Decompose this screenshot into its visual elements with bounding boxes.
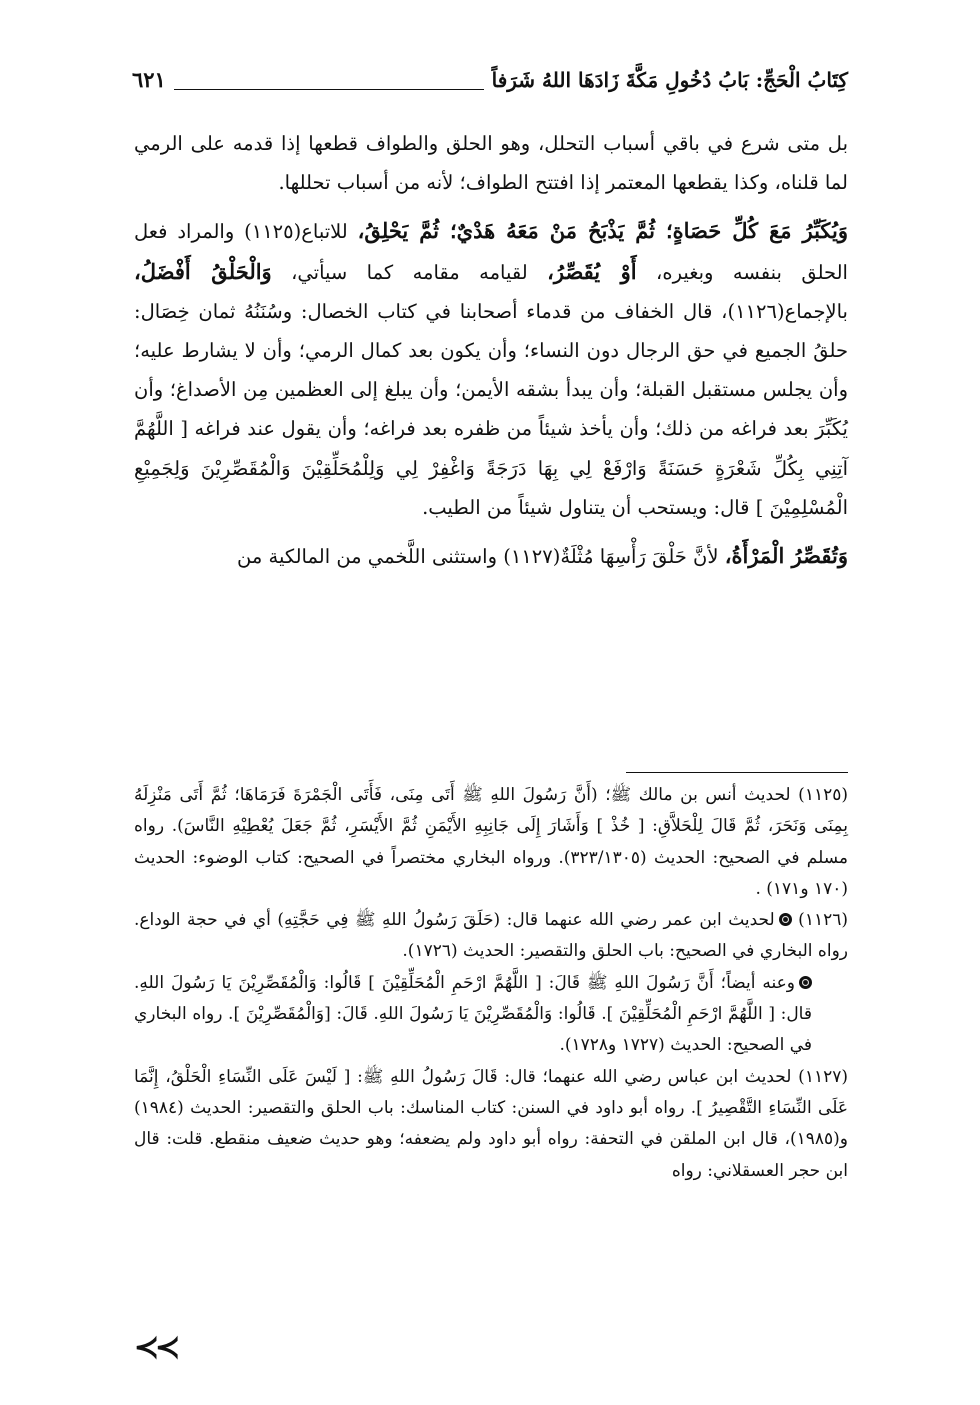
footnote-1126-continued xyxy=(134,968,848,1062)
footnote-separator xyxy=(626,772,848,773)
matn-text: وَالْحَلْقُ أَفْضَلُ، xyxy=(134,258,272,284)
footnote-1126 xyxy=(134,905,848,968)
main-text xyxy=(134,124,848,576)
footnotes xyxy=(134,780,848,1187)
footnote-text: وعنه أيضاً؛ أَنَّ رَسُولَ اللهِ ﷺ قَالَ: [ اللَّهُمَّ ارْحَمِ الْمُحَلِّقِيْنَ ] قَالُوا: وَالْمُقَصِّرِيْنَ يَا رَسُولَ اللهِ. قال: [ اللَّهُمَّ ارْحَمِ الْمُحَلِّقِيْنَ ]. قَالُوا: وَالْمُقَصِّرِيْنَ يَا رَسُولَ اللهِ. قَالَ: [وَالْمُقَصِّرِيْنَ ]. رواه البخاري في الصحيح: الحديث (١٧٢٧ و١٧٢٨). xyxy=(134,972,812,1056)
footnote-number: (١١٢٦) xyxy=(791,910,848,931)
page-number: ٦٢١ xyxy=(132,67,166,92)
matn-text: وَتُقَصِّرُ الْمَرْأَةُ، xyxy=(724,543,848,569)
running-header xyxy=(132,52,848,96)
bullet-icon xyxy=(799,976,812,989)
matn-text: وَيُكَبِّرُ مَعَ كُلِّ حَصَاةٍ؛ ثُمَّ يَذْبَحُ مَنْ مَعَهُ هَدْيٌ؛ ثُمَّ يَحْلِقُ، xyxy=(357,218,848,244)
sharh-text: لقيامه مقامه كما سيأتي، xyxy=(271,260,548,284)
bullet-icon xyxy=(779,913,792,926)
footnote-1125: (١١٢٥) لحديث أنس بن مالك ﷺ؛ (أَنَّ رَسُولَ اللهِ ﷺ أَتَى مِنَى، فَأَتَى الْجَمْرَةَ فَرَمَاهَا؛ ثُمَّ أَتَى مَنْزِلَهُ بِمِنَى وَنَحَرَ، ثُمَّ قَالَ لِلْحَلاَّقِ: [ خُذْ ] وَأَشَارَ إِلَى جَانِبِهِ الأَيْمَنِ ثُمَّ الأَيْسَرِ، ثُمَّ جَعَلَ يُعْطِيْهِ النَّاسَ). رواه مسلم في الصحيح: الحديث (٣٢٣/١٣٠٥). ورواه البخاري مختصراً في الصحيح: كتاب الوضوء: الحديث (١٧٠ و١٧١) . xyxy=(134,785,849,899)
paragraph-2 xyxy=(134,211,848,527)
header-rule xyxy=(174,89,484,90)
sharh-text: للاتباع(١١٢٥) والمراد فعل الحلق بنفسه وبغيره، xyxy=(134,220,848,284)
footnote-text: لحديث ابن عمر رضي الله عنهما قال: (حَلَقَ رَسُولُ اللهِ ﷺ فِي حَجَّتِهِ) أي في حجة الوداع. رواه البخاري في الصحيح: باب الحلق والتقصير: الحديث (١٧٢٦). xyxy=(134,910,848,962)
sharh-text: بالإجماع(١١٢٦)، قال الخفاف من قدماء أصحابنا في كتاب الخصال: وسُنَنُهُ ثمان خِصَال: حلقُ الجميع في حق الرجال دون النساء؛ وأن يكون بعد كمال الرمي؛ وأن لا يشارط عليه؛ وأن يجلس مستقبل القبلة؛ وأن يبدأ بشقه الأيمن؛ وأن يبلغ إلى العظمين مِن الأصداغ؛ وأن يُكَبِّرَ بعد فراغه من ذلك؛ وأن يأخذ شيئاً من ظفره بعد فراغه؛ وأن يقول عند فراغه [ اللَّهُمَّ آتِنِي بِكُلِّ شَعْرَةٍ حَسَنَةً وَارْفَعْ لِي بِهَا دَرَجَةً وَاغْفِرْ لِي وَلِلْمُحَلِّقِيْنَ وَالْمُقَصِّرِيْنَ وَلِجَمِيْعِ الْمُسْلِمِيْنَ ] قال: ويستحب أن يتناول شيئاً من الطيب. xyxy=(134,299,848,519)
sharh-text: لأنَّ حَلْقَ رَأْسِهَا مُثْلَةٌ(١١٢٧) واستثنى اللَّخمي من المالكية من xyxy=(237,545,725,569)
continuation-arrows-icon: ≺≺ xyxy=(134,1330,177,1365)
paragraph-1: بل متى شرع في باقي أسباب التحلل، وهو الحلق والطواف قطعها إذا قدمه على الرمي لما قلناه، وكذا يقطعها المعتمر إذا افتتح الطواف؛ لأنه من أسباب تحللها. xyxy=(134,132,848,195)
paragraph-3 xyxy=(134,536,848,576)
chapter-title: كِتَابُ الْحَجِّ: بَابُ دُخُولِ مَكَّةَ زَادَهَا اللهُ شَرَفاً xyxy=(491,68,848,92)
footnote-1127: (١١٢٧) لحديث ابن عباس رضي الله عنهما؛ قال: قَالَ رَسُولُ اللهِ ﷺ: [ لَيْسَ عَلَى النِّسَاءِ الْحَلْقُ، إِنَّمَا عَلَى النِّسَاءِ التَّقْصِيرُ ]. رواه أبو داود في السنن: كتاب المناسك: باب الحلق والتقصير: الحديث (١٩٨٤) و(١٩٨٥)، قال ابن الملقن في التحفة: رواه أبو داود ولم يضعفه؛ وهو حديث ضعيف منقطع. قلت: قال ابن حجر العسقلاني: رواه xyxy=(134,1066,848,1181)
matn-text: أَوْ يُقَصِّرُ، xyxy=(547,258,637,284)
